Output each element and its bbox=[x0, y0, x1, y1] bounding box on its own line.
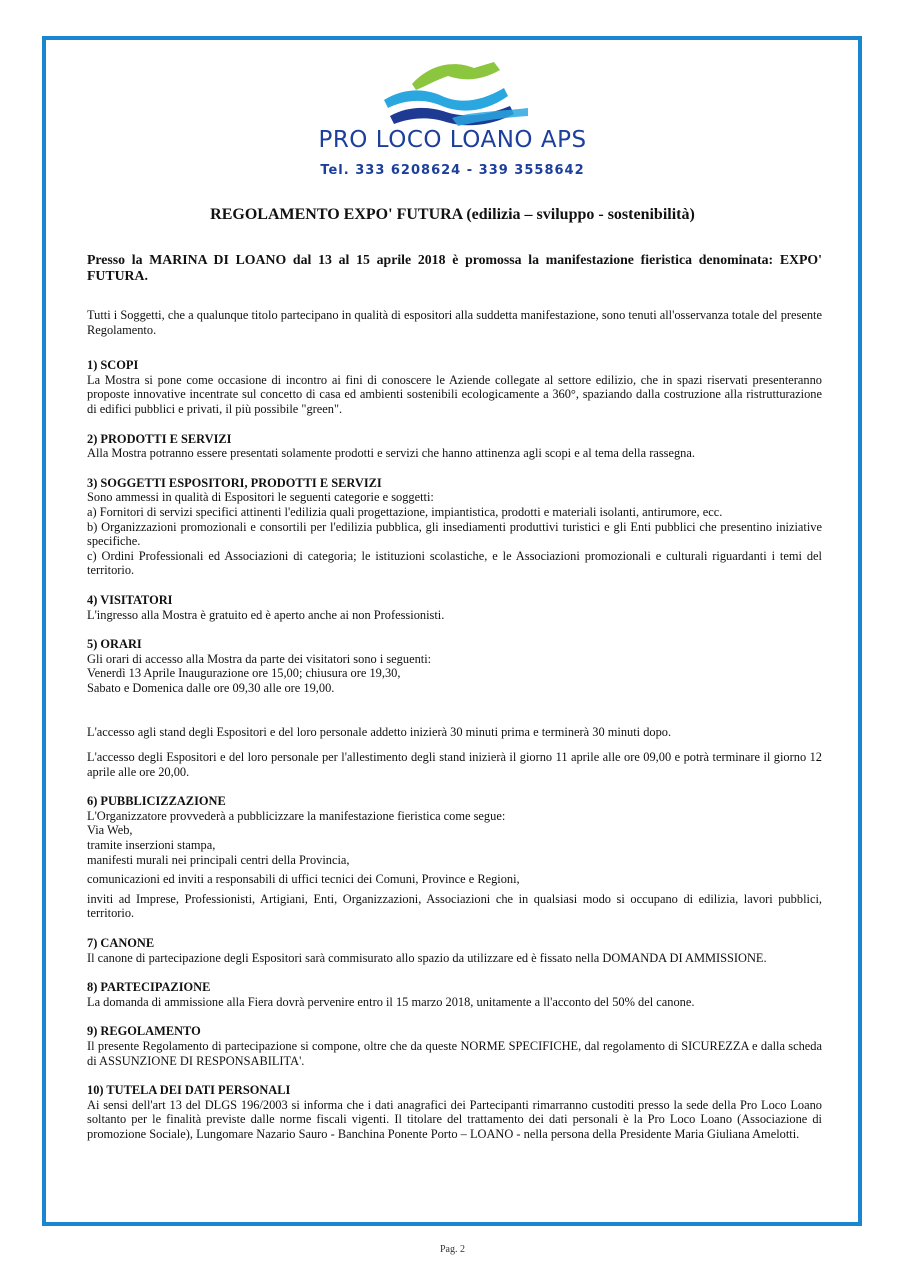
section-visitatori bbox=[87, 593, 822, 622]
section-text: Il presente Regolamento di partecipazione si compone, oltre che da queste NORME SPECIFICHE, dal regolamento di SICUREZZA e dalla scheda di ASSUNZIONE DI RESPONSABILITA'. bbox=[87, 1038, 822, 1068]
section-line: Gli orari di accesso alla Mostra da parte dei visitatori sono i seguenti: bbox=[87, 651, 432, 666]
section-text: L'accesso agli stand degli Espositori e del loro personale addetto inizierà 30 minuti prima e terminerà 30 minuti dopo. bbox=[87, 725, 672, 740]
section-line: a) Fornitori di servizi specifici attinenti l'edilizia quali progettazione, impiantistica, prodotti e materiali isolanti, antirumore, ecc. bbox=[87, 504, 723, 519]
section-text: L'ingresso alla Mostra è gratuito ed è aperto anche ai non Professionisti. bbox=[87, 607, 445, 622]
section-line: c) Ordini Professionali ed Associazioni di categoria; le istituzioni scolastiche, e le Associazioni promozionali e culturali riguardanti i temi del territorio. bbox=[87, 548, 822, 578]
section-line: tramite inserzioni stampa, bbox=[87, 838, 216, 853]
intro-statement: Presso la MARINA DI LOANO dal 13 al 15 aprile 2018 è promossa la manifestazione fieristica denominata: EXPO' FUTURA. bbox=[87, 252, 822, 283]
section-canone bbox=[87, 936, 822, 965]
document-title: REGOLAMENTO EXPO' FUTURA (edilizia – sviluppo - sostenibilità) bbox=[210, 206, 695, 223]
section-soggetti-espositori bbox=[87, 476, 822, 578]
section-text: La Mostra si pone come occasione di incontro ai fini di conoscere le Aziende collegate al settore edilizio, che in spazi riservati presenteranno proposte innovative incentrate sul concetto di casa ed ambienti sostenibili ecologicamente a 360°, spaziando dalla costruzione alla ristrutturazione di edifici pubblici e privati, il più possibile "green". bbox=[87, 372, 822, 416]
section-pubblicizzazione bbox=[87, 794, 822, 921]
section-text: La domanda di ammissione alla Fiera dovrà pervenire entro il 15 marzo 2018, unitamente a ll'acconto del 50% del canone. bbox=[87, 994, 695, 1009]
section-heading: 3) SOGGETTI ESPOSITORI, PRODOTTI E SERVIZI bbox=[87, 475, 382, 490]
section-line: manifesti murali nei principali centri della Provincia, bbox=[87, 852, 350, 867]
section-orari bbox=[87, 637, 822, 779]
section-heading: 9) REGOLAMENTO bbox=[87, 1024, 201, 1039]
section-heading: 1) SCOPI bbox=[87, 358, 139, 373]
section-tutela-dati bbox=[87, 1083, 822, 1141]
section-line: L'Organizzatore provvederà a pubblicizzare la manifestazione fieristica come segue: bbox=[87, 808, 506, 823]
phone-numbers: Tel. 333 6208624 - 339 3558642 bbox=[320, 163, 585, 178]
section-prodotti-servizi bbox=[87, 432, 822, 461]
section-line: comunicazioni ed inviti a responsabili di uffici tecnici dei Comuni, Province e Regioni, bbox=[87, 872, 520, 887]
section-text: L'accesso degli Espositori e del loro personale per l'allestimento degli stand inizierà il giorno 11 aprile alle ore 09,00 e potrà terminare il giorno 12 aprile alle ore 20,00. bbox=[87, 750, 822, 779]
waves-logo-icon bbox=[382, 58, 532, 130]
section-line: Via Web, bbox=[87, 823, 133, 838]
section-heading: 8) PARTECIPAZIONE bbox=[87, 980, 211, 995]
section-heading: 5) ORARI bbox=[87, 637, 142, 652]
section-line: Sabato e Domenica dalle ore 09,30 alle ore 19,00. bbox=[87, 680, 335, 695]
section-line: Venerdì 13 Aprile Inaugurazione ore 15,00; chiusura ore 19,30, bbox=[87, 666, 401, 681]
section-scopi bbox=[87, 358, 822, 416]
section-text: Alla Mostra potranno essere presentati solamente prodotti e servizi che hanno attinenza agli scopi e al tema della rassegna. bbox=[87, 446, 695, 461]
section-regolamento bbox=[87, 1024, 822, 1068]
section-line: Sono ammessi in qualità di Espositori le seguenti categorie e soggetti: bbox=[87, 490, 434, 505]
section-heading: 4) VISITATORI bbox=[87, 592, 173, 607]
intro-paragraph: Tutti i Soggetti, che a qualunque titolo partecipano in qualità di espositori alla suddetta manifestazione, sono tenuti all'osservanza totale del presente Regolamento. bbox=[87, 308, 822, 337]
section-text: Ai sensi dell'art 13 del DLGS 196/2003 si informa che i dati anagrafici dei Partecipanti rimarranno custoditi presso la sede della Pro Loco Loano soltanto per le finalità previste dalle norme fiscali vigenti. Il titolare del trattamento dei dati personali è la Pro Loco Loano (Associazione di promozione Sociale), Lungomare Nazario Sauro - Banchina Ponente Porto – LOANO - nella persona della Presidente Maria Giuliana Amelotti. bbox=[87, 1097, 822, 1141]
section-heading: 10) TUTELA DEI DATI PERSONALI bbox=[87, 1083, 291, 1098]
section-partecipazione bbox=[87, 980, 822, 1009]
section-heading: 6) PUBBLICIZZAZIONE bbox=[87, 794, 226, 809]
document-body bbox=[87, 252, 822, 1157]
section-line: b) Organizzazioni promozionali e consortili per l'edilizia pubblica, gli insediamenti produttivi turistici e gli Enti pubblici che presentino iniziative specifiche. bbox=[87, 519, 822, 549]
section-heading: 2) PRODOTTI E SERVIZI bbox=[87, 431, 232, 446]
section-heading: 7) CANONE bbox=[87, 936, 155, 950]
organization-name: PRO LOCO LOANO APS bbox=[318, 127, 587, 153]
section-text: Il canone di partecipazione degli Espositori sarà commisurato allo spazio da utilizzare ed è fissato nella DOMANDA DI AMMISSIONE. bbox=[87, 950, 767, 965]
section-line: inviti ad Imprese, Professionisti, Artigiani, Enti, Organizzazioni, Associazioni che in qualsiasi modo si occupano di edilizia, lavori pubblici, territorio. bbox=[87, 891, 822, 921]
page-number: Pag. 2 bbox=[440, 1244, 465, 1255]
